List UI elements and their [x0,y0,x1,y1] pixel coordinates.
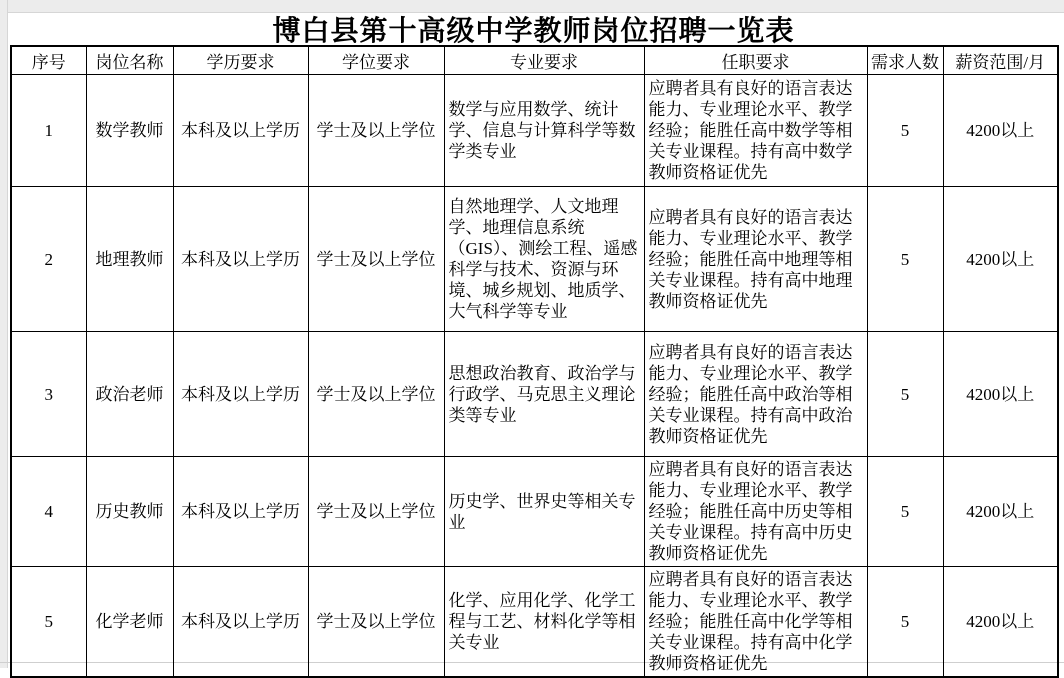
cell-no: 3 [11,332,86,457]
column-header-education: 学历要求 [173,46,308,75]
cell-position: 政治老师 [86,332,173,457]
cell-requirements: 应聘者具有良好的语言表达能力、专业理论水平、教学经验；能胜任高中地理等相关专业课程。持有高中地理教师资格证优先 [644,187,867,332]
cell-degree: 学士及以上学位 [308,332,444,457]
cell-no: 1 [11,75,86,187]
cell-education: 本科及以上学历 [173,75,308,187]
cell-position: 地理教师 [86,187,173,332]
table-body [11,75,1058,678]
cell-salary: 4200以上 [943,75,1058,187]
column-header-degree: 学位要求 [308,46,444,75]
cell-requirements: 应聘者具有良好的语言表达能力、专业理论水平、教学经验；能胜任高中数学等相关专业课程。持有高中数学教师资格证优先 [644,75,867,187]
cell-education: 本科及以上学历 [173,457,308,567]
column-header-salary: 薪资范围/月 [943,46,1058,75]
cell-major: 数学与应用数学、统计学、信息与计算科学等数学类专业 [444,75,644,187]
cell-headcount: 5 [867,187,943,332]
cell-degree: 学士及以上学位 [308,187,444,332]
cell-headcount: 5 [867,457,943,567]
cell-degree: 学士及以上学位 [308,75,444,187]
cell-requirements: 应聘者具有良好的语言表达能力、专业理论水平、教学经验；能胜任高中化学等相关专业课程。持有高中化学教师资格证优先 [644,567,867,678]
cell-position: 历史教师 [86,457,173,567]
cell-major: 化学、应用化学、化学工程与工艺、材料化学等相关专业 [444,567,644,678]
column-header-headcount: 需求人数 [867,46,943,75]
cell-major: 历史学、世界史等相关专业 [444,457,644,567]
cell-no: 5 [11,567,86,678]
cell-education: 本科及以上学历 [173,332,308,457]
cell-no: 2 [11,187,86,332]
cell-major: 思想政治教育、政治学与行政学、马克思主义理论类等专业 [444,332,644,457]
cell-headcount: 5 [867,567,943,678]
column-header-requirements: 任职要求 [644,46,867,75]
cell-no: 4 [11,457,86,567]
cell-salary: 4200以上 [943,457,1058,567]
cell-education: 本科及以上学历 [173,187,308,332]
table-row [11,457,1058,567]
cell-headcount: 5 [867,75,943,187]
cell-salary: 4200以上 [943,187,1058,332]
cell-salary: 4200以上 [943,567,1058,678]
table-row [11,332,1058,457]
column-header-no: 序号 [11,46,86,75]
page-title: 博白县第十高级中学教师岗位招聘一览表 [272,16,795,47]
column-header-major: 专业要求 [444,46,644,75]
cell-salary: 4200以上 [943,332,1058,457]
table-row [11,75,1058,187]
table-header-row [11,46,1058,75]
cell-degree: 学士及以上学位 [308,567,444,678]
cell-requirements: 应聘者具有良好的语言表达能力、专业理论水平、教学经验；能胜任高中历史等相关专业课程。持有高中历史教师资格证优先 [644,457,867,567]
recruitment-table [10,45,1059,678]
left-margin-strip [0,0,8,668]
cell-degree: 学士及以上学位 [308,457,444,567]
cell-headcount: 5 [867,332,943,457]
column-header-position: 岗位名称 [86,46,173,75]
cell-position: 化学老师 [86,567,173,678]
cell-position: 数学教师 [86,75,173,187]
cell-requirements: 应聘者具有良好的语言表达能力、专业理论水平、教学经验；能胜任高中政治等相关专业课程。持有高中政治教师资格证优先 [644,332,867,457]
table-row [11,567,1058,678]
cell-major: 自然地理学、人文地理学、地理信息系统（GIS）、测绘工程、遥感科学与技术、资源与环境、城乡规划、地质学、大气科学等专业 [444,187,644,332]
table-row [11,187,1058,332]
cell-education: 本科及以上学历 [173,567,308,678]
